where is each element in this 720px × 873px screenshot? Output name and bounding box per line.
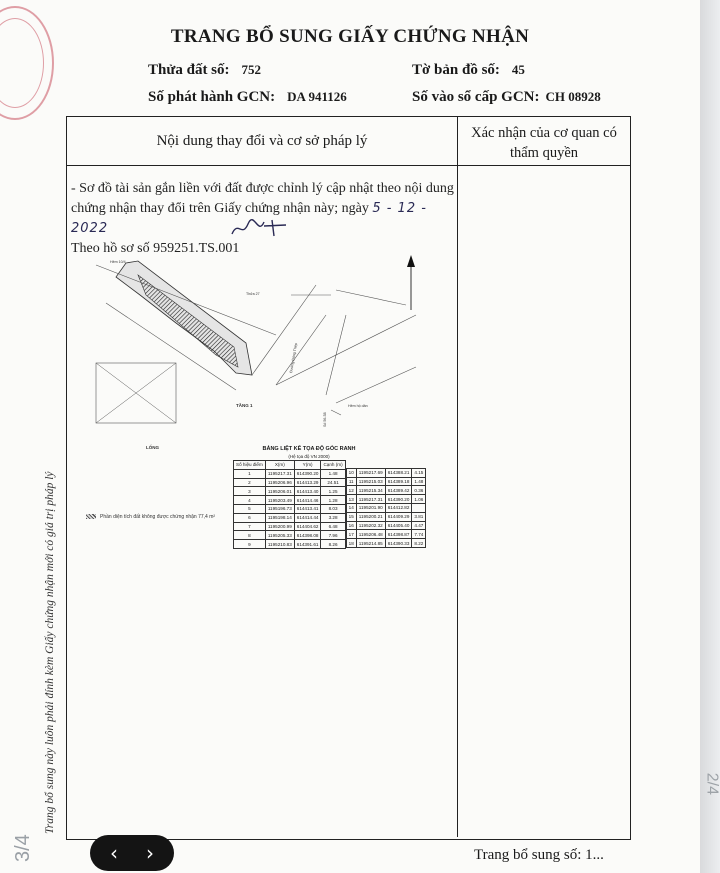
coord-cell: 1195203.49 — [265, 496, 294, 505]
coord-cell: 614388.21 — [385, 468, 412, 477]
coord-cell: 1195196.73 — [265, 504, 294, 513]
coord-cell: 3.28 — [321, 513, 345, 522]
coord-cell: 614409.29 — [385, 512, 412, 521]
page-indicator: 3/4 — [12, 834, 34, 862]
hatched-area — [138, 275, 238, 367]
coord-cell: 11 — [346, 477, 356, 486]
road-label: LỐNG — [146, 445, 159, 450]
red-seal-stamp — [0, 6, 54, 120]
coord-cell: 1195217.31 — [356, 495, 385, 504]
coord-cell: 614413.40 — [294, 487, 321, 496]
coord-row — [346, 530, 426, 539]
floor-label: TẦNG 1 — [236, 403, 253, 408]
adjacent-page-edge — [700, 0, 720, 873]
land-sketch-map — [86, 255, 446, 450]
map-sheet-label: Tờ bản đồ số: — [412, 62, 500, 78]
parcel-number — [148, 62, 261, 79]
coord-row — [346, 503, 426, 512]
coord-cell: 614389.18 — [385, 477, 412, 486]
coord-table-right — [346, 460, 427, 548]
coord-cell: 614390.20 — [385, 495, 412, 504]
handwritten-date: 5 - 12 - 2022 — [71, 201, 427, 236]
coord-cell: 1.25 — [321, 487, 345, 496]
coord-cell: 1195206.96 — [265, 478, 294, 487]
header-confirmation: Xác nhận của cơ quan có thẩm quyền — [471, 125, 617, 161]
coord-row — [346, 477, 426, 486]
coord-table-title: BẢNG LIỆT KÊ TỌA ĐỘ GÓC RANH — [262, 446, 356, 452]
coord-cell: 4 — [234, 496, 266, 505]
coord-cell: 8.22 — [412, 539, 426, 548]
gcn-register-value: CH 08928 — [545, 89, 601, 104]
coord-cell: 13 — [346, 495, 356, 504]
gcn-register-number — [412, 89, 601, 106]
coord-cell: 1 — [234, 469, 266, 478]
supplement-page-number — [474, 847, 604, 864]
next-page-button[interactable]: › — [146, 841, 154, 865]
coord-cell: 1.28 — [321, 496, 345, 505]
coord-cell: 4.15 — [412, 468, 426, 477]
coord-cell: 7.74 — [412, 530, 426, 539]
coord-cell: 614413.41 — [294, 504, 321, 513]
coord-header: Cạnh (m) — [321, 461, 345, 470]
coord-cell: 12 — [346, 486, 356, 495]
supplement-label: Trang bổ sung số: — [474, 847, 582, 863]
coord-cell: 1195215.34 — [356, 486, 385, 495]
sketch-label: Đường Đông Thép — [289, 342, 299, 374]
coord-cell: 1195198.14 — [265, 513, 294, 522]
gcn-register-label: Số vào sổ cấp GCN: — [412, 89, 540, 105]
coord-row — [234, 540, 346, 549]
page-navigation — [90, 835, 174, 871]
coord-row — [346, 539, 426, 548]
coord-cell: 1195200.99 — [265, 522, 294, 531]
coord-cell: 614390.33 — [385, 539, 412, 548]
coord-cell: 1195215.03 — [356, 477, 385, 486]
adjacent-page-indicator: 2/4 — [703, 772, 720, 795]
coord-row — [346, 512, 426, 521]
coord-cell: 1195206.01 — [265, 487, 294, 496]
map-sheet-value: 45 — [511, 62, 525, 77]
coord-cell: 1.48 — [321, 469, 345, 478]
coord-cell: 5 — [234, 504, 266, 513]
coord-cell: 14 — [346, 503, 356, 512]
coord-cell: 8 — [234, 531, 266, 540]
coord-cell: 1.48 — [412, 477, 426, 486]
document-title: TRANG BỔ SUNG GIẤY CHỨNG NHẬN — [170, 26, 530, 47]
coord-header: X(m) — [265, 461, 294, 470]
coord-row — [234, 513, 346, 522]
coord-cell: 614390.20 — [294, 469, 321, 478]
coord-cell: 614414.44 — [294, 513, 321, 522]
hatch-swatch — [86, 514, 96, 519]
coord-cell: 7 — [234, 522, 266, 531]
coord-cell: 1195206.48 — [356, 530, 385, 539]
coord-cell: 3.81 — [412, 512, 426, 521]
coord-cell: 9 — [234, 540, 266, 549]
sketch-label: Thửa 27 — [246, 292, 260, 296]
coord-row — [234, 478, 346, 487]
coord-header: Y(m) — [294, 461, 321, 470]
coord-cell: 614391.61 — [294, 540, 321, 549]
coord-cell: 1195214.85 — [356, 539, 385, 548]
coord-cell: 15 — [346, 512, 356, 521]
signature-mark — [228, 216, 288, 240]
gcn-issue-value: DA 941126 — [287, 89, 347, 104]
column-divider — [457, 117, 458, 837]
coord-row — [234, 522, 346, 531]
coord-cell: 614413.29 — [294, 478, 321, 487]
coord-cell: 6.48 — [321, 522, 345, 531]
coord-cell: 17 — [346, 530, 356, 539]
coord-cell: 0.36 — [412, 486, 426, 495]
coord-cell: 8.03 — [321, 504, 345, 513]
sketch-label: Hẻm 10/4 — [110, 260, 126, 264]
coord-cell: 8.26 — [321, 540, 345, 549]
coord-cell: 3 — [234, 487, 266, 496]
coord-cell — [412, 503, 426, 512]
coord-cell: 614414.46 — [294, 496, 321, 505]
header-divider — [67, 165, 630, 166]
coord-table-left — [233, 460, 346, 549]
gcn-issue-label: Số phát hành GCN: — [148, 89, 276, 105]
supplement-value: 1... — [585, 847, 604, 863]
sketch-label: Hẻm hộ dân — [348, 404, 368, 408]
coord-row — [234, 531, 346, 540]
coord-cell: 7.96 — [321, 531, 345, 540]
map-sheet-number — [412, 62, 525, 79]
coord-cell: 1195200.21 — [356, 512, 385, 521]
sketch-label: Số 56-58 — [323, 412, 327, 427]
coord-cell: 24.51 — [321, 478, 345, 487]
coord-cell: 6 — [234, 513, 266, 522]
parcel-label: Thửa đất số: — [148, 62, 230, 78]
gcn-issue-number — [148, 89, 347, 106]
coord-cell: 4.47 — [412, 521, 426, 530]
side-legal-note: Trang bổ sung này luôn phải đính kèm Giấy chứng nhận mới có giá trị pháp lý — [44, 471, 56, 834]
coord-cell: 614398.87 — [385, 530, 412, 539]
coord-cell: 614404.62 — [294, 522, 321, 531]
coord-cell: 1195217.31 — [265, 469, 294, 478]
coord-header: Số hiệu điểm — [234, 461, 266, 470]
coord-row — [234, 496, 346, 505]
coord-row — [346, 521, 426, 530]
coord-cell: 2 — [234, 478, 266, 487]
sketch-legend — [86, 514, 215, 520]
coord-cell: 1195205.33 — [265, 531, 294, 540]
legend-text: Phần diện tích đất không được chứng nhận 77,4 m² — [100, 514, 216, 520]
coord-table-subtitle: (Hệ tọa độ VN 2000) — [288, 454, 330, 459]
coord-cell: 614389.42 — [385, 486, 412, 495]
change-description: - Sơ đồ tài sản gắn liền với đất được chỉnh lý cập nhật theo nội dung chứng nhận thay đổi trên Giấy chứng nhận này; ngày — [71, 181, 454, 216]
previous-page-button[interactable]: ‹ — [110, 841, 118, 865]
coord-cell: 614398.08 — [294, 531, 321, 540]
coordinate-table — [233, 460, 426, 549]
coord-row — [234, 487, 346, 496]
coord-cell: 10 — [346, 468, 356, 477]
coord-row — [234, 504, 346, 513]
coord-spacer-row — [346, 460, 426, 468]
coord-cell: 614405.40 — [385, 521, 412, 530]
coord-cell: 16 — [346, 521, 356, 530]
coord-cell: 1195201.90 — [356, 503, 385, 512]
coord-cell: 1195217.69 — [356, 468, 385, 477]
parcel-value: 752 — [241, 62, 262, 77]
coord-row — [346, 495, 426, 504]
coord-row — [234, 469, 346, 478]
coord-cell: 1.06 — [412, 495, 426, 504]
coord-cell: 1195202.32 — [356, 521, 385, 530]
file-reference: Theo hồ sơ số 959251.TS.001 — [71, 241, 240, 256]
coord-row — [346, 486, 426, 495]
header-changes: Nội dung thay đổi và cơ sở pháp lý — [156, 133, 368, 149]
coord-row — [346, 468, 426, 477]
coord-cell: 1195210.83 — [265, 540, 294, 549]
coord-cell: 614412.82 — [385, 503, 412, 512]
coord-cell: 18 — [346, 539, 356, 548]
